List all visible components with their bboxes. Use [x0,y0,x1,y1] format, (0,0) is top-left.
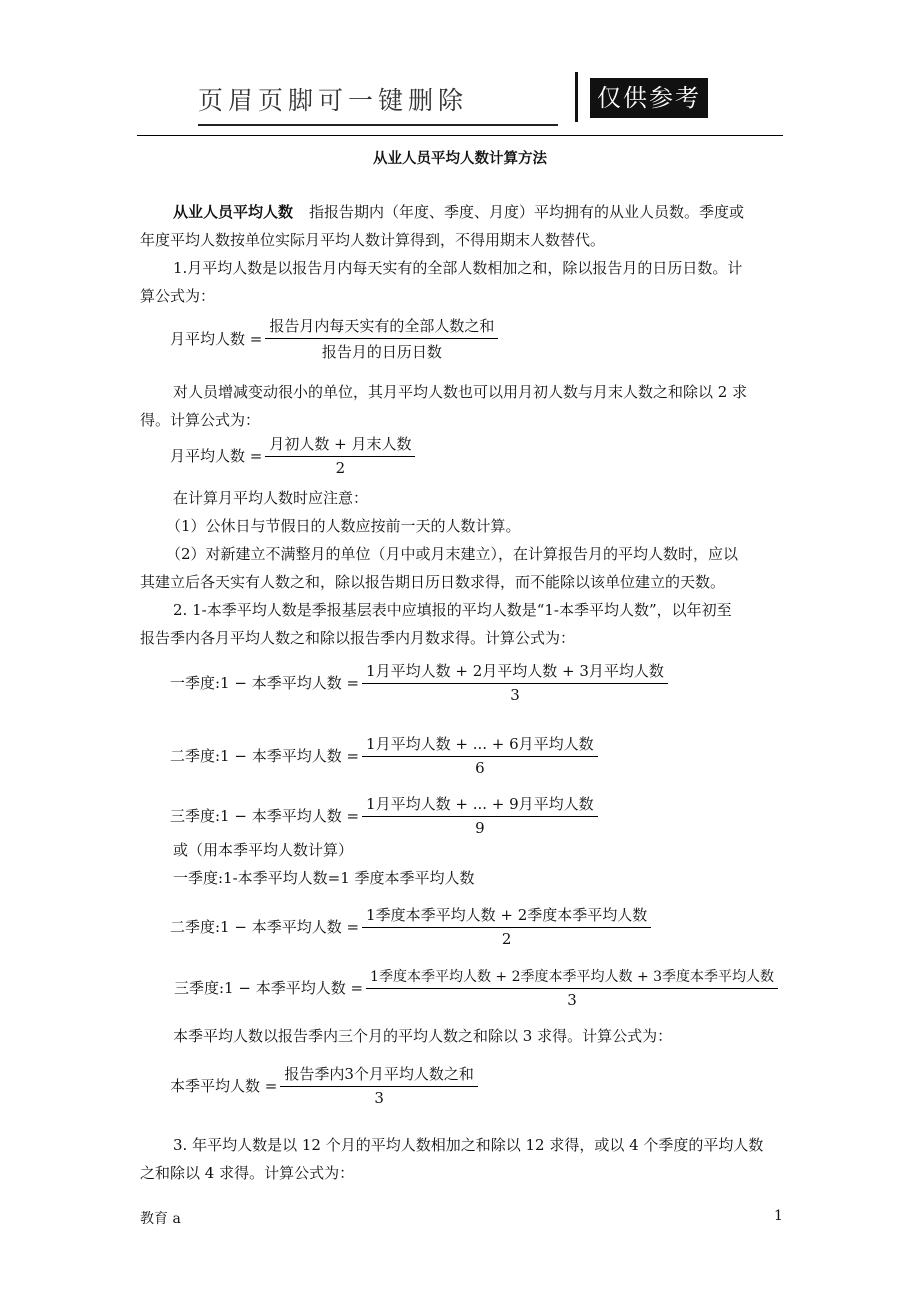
section1-note-line1: 对人员增减变动很小的单位，其月平均人数也可以用月初人数与月末人数之和除以 2 求 [173,383,748,401]
section2-quarter-line: 本季平均人数以报告季内三个月的平均人数之和除以 3 求得。计算公式为： [173,1027,673,1045]
header-watermark-text: 页眉页脚可一键删除 [198,78,558,126]
section1-item2-line2: 其建立后各天实有人数之和，除以报告期日历日数求得，而不能除以该单位建立的天数。 [140,573,726,591]
formula-lhs: 月平均人数 = [170,446,263,465]
intro-paragraph-line1 [173,198,744,226]
formula-q2 [170,733,598,777]
formula-lhs: 三季度:1 − 本季平均人数 = [170,806,360,825]
intro-text: 指报告期内（年度、季度、月度）平均拥有的从业人员数。季度或 [309,203,745,221]
header-rule [137,135,783,136]
intro-term: 从业人员平均人数 [173,203,294,221]
formula-monthly-avg-simple [170,433,415,477]
formula-denominator: 9 [475,819,485,837]
formula-numerator: 报告月内每天实有的全部人数之和 [265,315,498,339]
formula-lhs: 一季度:1 − 本季平均人数 = [170,673,360,692]
section2-q1-alt: 一季度:1-本季平均人数=1 季度本季平均人数 [173,869,475,887]
section1-item1: （1）公休日与节假日的人数应按前一天的人数计算。 [166,517,521,535]
formula-lhs: 三季度:1 − 本季平均人数 = [174,979,364,997]
formula-numerator: 1季度本季平均人数 + 2季度本季平均人数 + 3季度本季平均人数 [366,966,778,989]
section3-line1: 3. 年平均人数是以 12 个月的平均人数相加之和除以 12 求得，或以 4 个季度的平均人数 [173,1136,764,1154]
section2-line2: 报告季内各月平均人数之和除以报告季内月数求得。计算公式为： [140,629,576,647]
footer-left-text: 教育 a [140,1211,181,1227]
formula-denominator: 报告月的日历日数 [321,343,442,361]
formula-denominator: 3 [374,1089,384,1107]
section3-line2: 之和除以 4 求得。计算公式为： [140,1164,355,1182]
formula-numerator: 月初人数 + 月末人数 [265,433,415,457]
formula-lhs: 二季度:1 − 本季平均人数 = [170,917,360,936]
formula-denominator: 3 [510,686,520,704]
formula-denominator: 3 [567,991,577,1009]
formula-lhs: 本季平均人数 = [170,1076,278,1095]
formula-quarter-avg [170,1063,478,1107]
section2-or-text: 或（用本季平均人数计算） [173,841,354,859]
formula-numerator: 报告季内3个月平均人数之和 [280,1063,478,1087]
document-title: 从业人员平均人数计算方法 [373,151,547,167]
formula-q3 [170,793,598,837]
intro-paragraph-line2: 年度平均人数按单位实际月平均人数计算得到，不得用期末人数替代。 [140,231,606,249]
formula-denominator: 2 [335,459,346,477]
formula-q1 [170,660,668,704]
section1-note-line2: 得。计算公式为： [140,411,261,429]
formula-lhs: 二季度:1 − 本季平均人数 = [170,746,360,765]
page-number: 1 [774,1208,783,1224]
formula-denominator: 6 [475,759,485,777]
section1-line2: 算公式为： [140,287,216,305]
section1-attention: 在计算月平均人数时应注意： [173,489,369,507]
section1-item2-line1: （2）对新建立不满整月的单位（月中或月末建立），在计算报告月的平均人数时，应以 [166,545,739,563]
section1-line1: 1.月平均人数是以报告月内每天实有的全部人数相加之和，除以报告月的日历日数。计 [173,259,743,277]
formula-lhs: 月平均人数 = [170,330,263,348]
formula-numerator: 1季度本季平均人数 + 2季度本季平均人数 [362,904,651,928]
formula-monthly-avg-daily [170,315,498,362]
reference-only-badge: 仅供参考 [590,78,708,118]
formula-denominator: 2 [501,930,512,948]
formula-numerator: 1月平均人数 + ... + 6月平均人数 [362,733,598,757]
formula-numerator: 1月平均人数 + 2月平均人数 + 3月平均人数 [362,660,668,684]
formula-q2-alt [170,904,651,948]
formula-numerator: 1月平均人数 + ... + 9月平均人数 [362,793,598,817]
section2-line1: 2. 1-本季平均人数是季报基层表中应填报的平均人数是“1-本季平均人数”，以年初至 [173,601,732,619]
header-divider [575,72,578,122]
formula-q3-alt [174,966,778,1009]
